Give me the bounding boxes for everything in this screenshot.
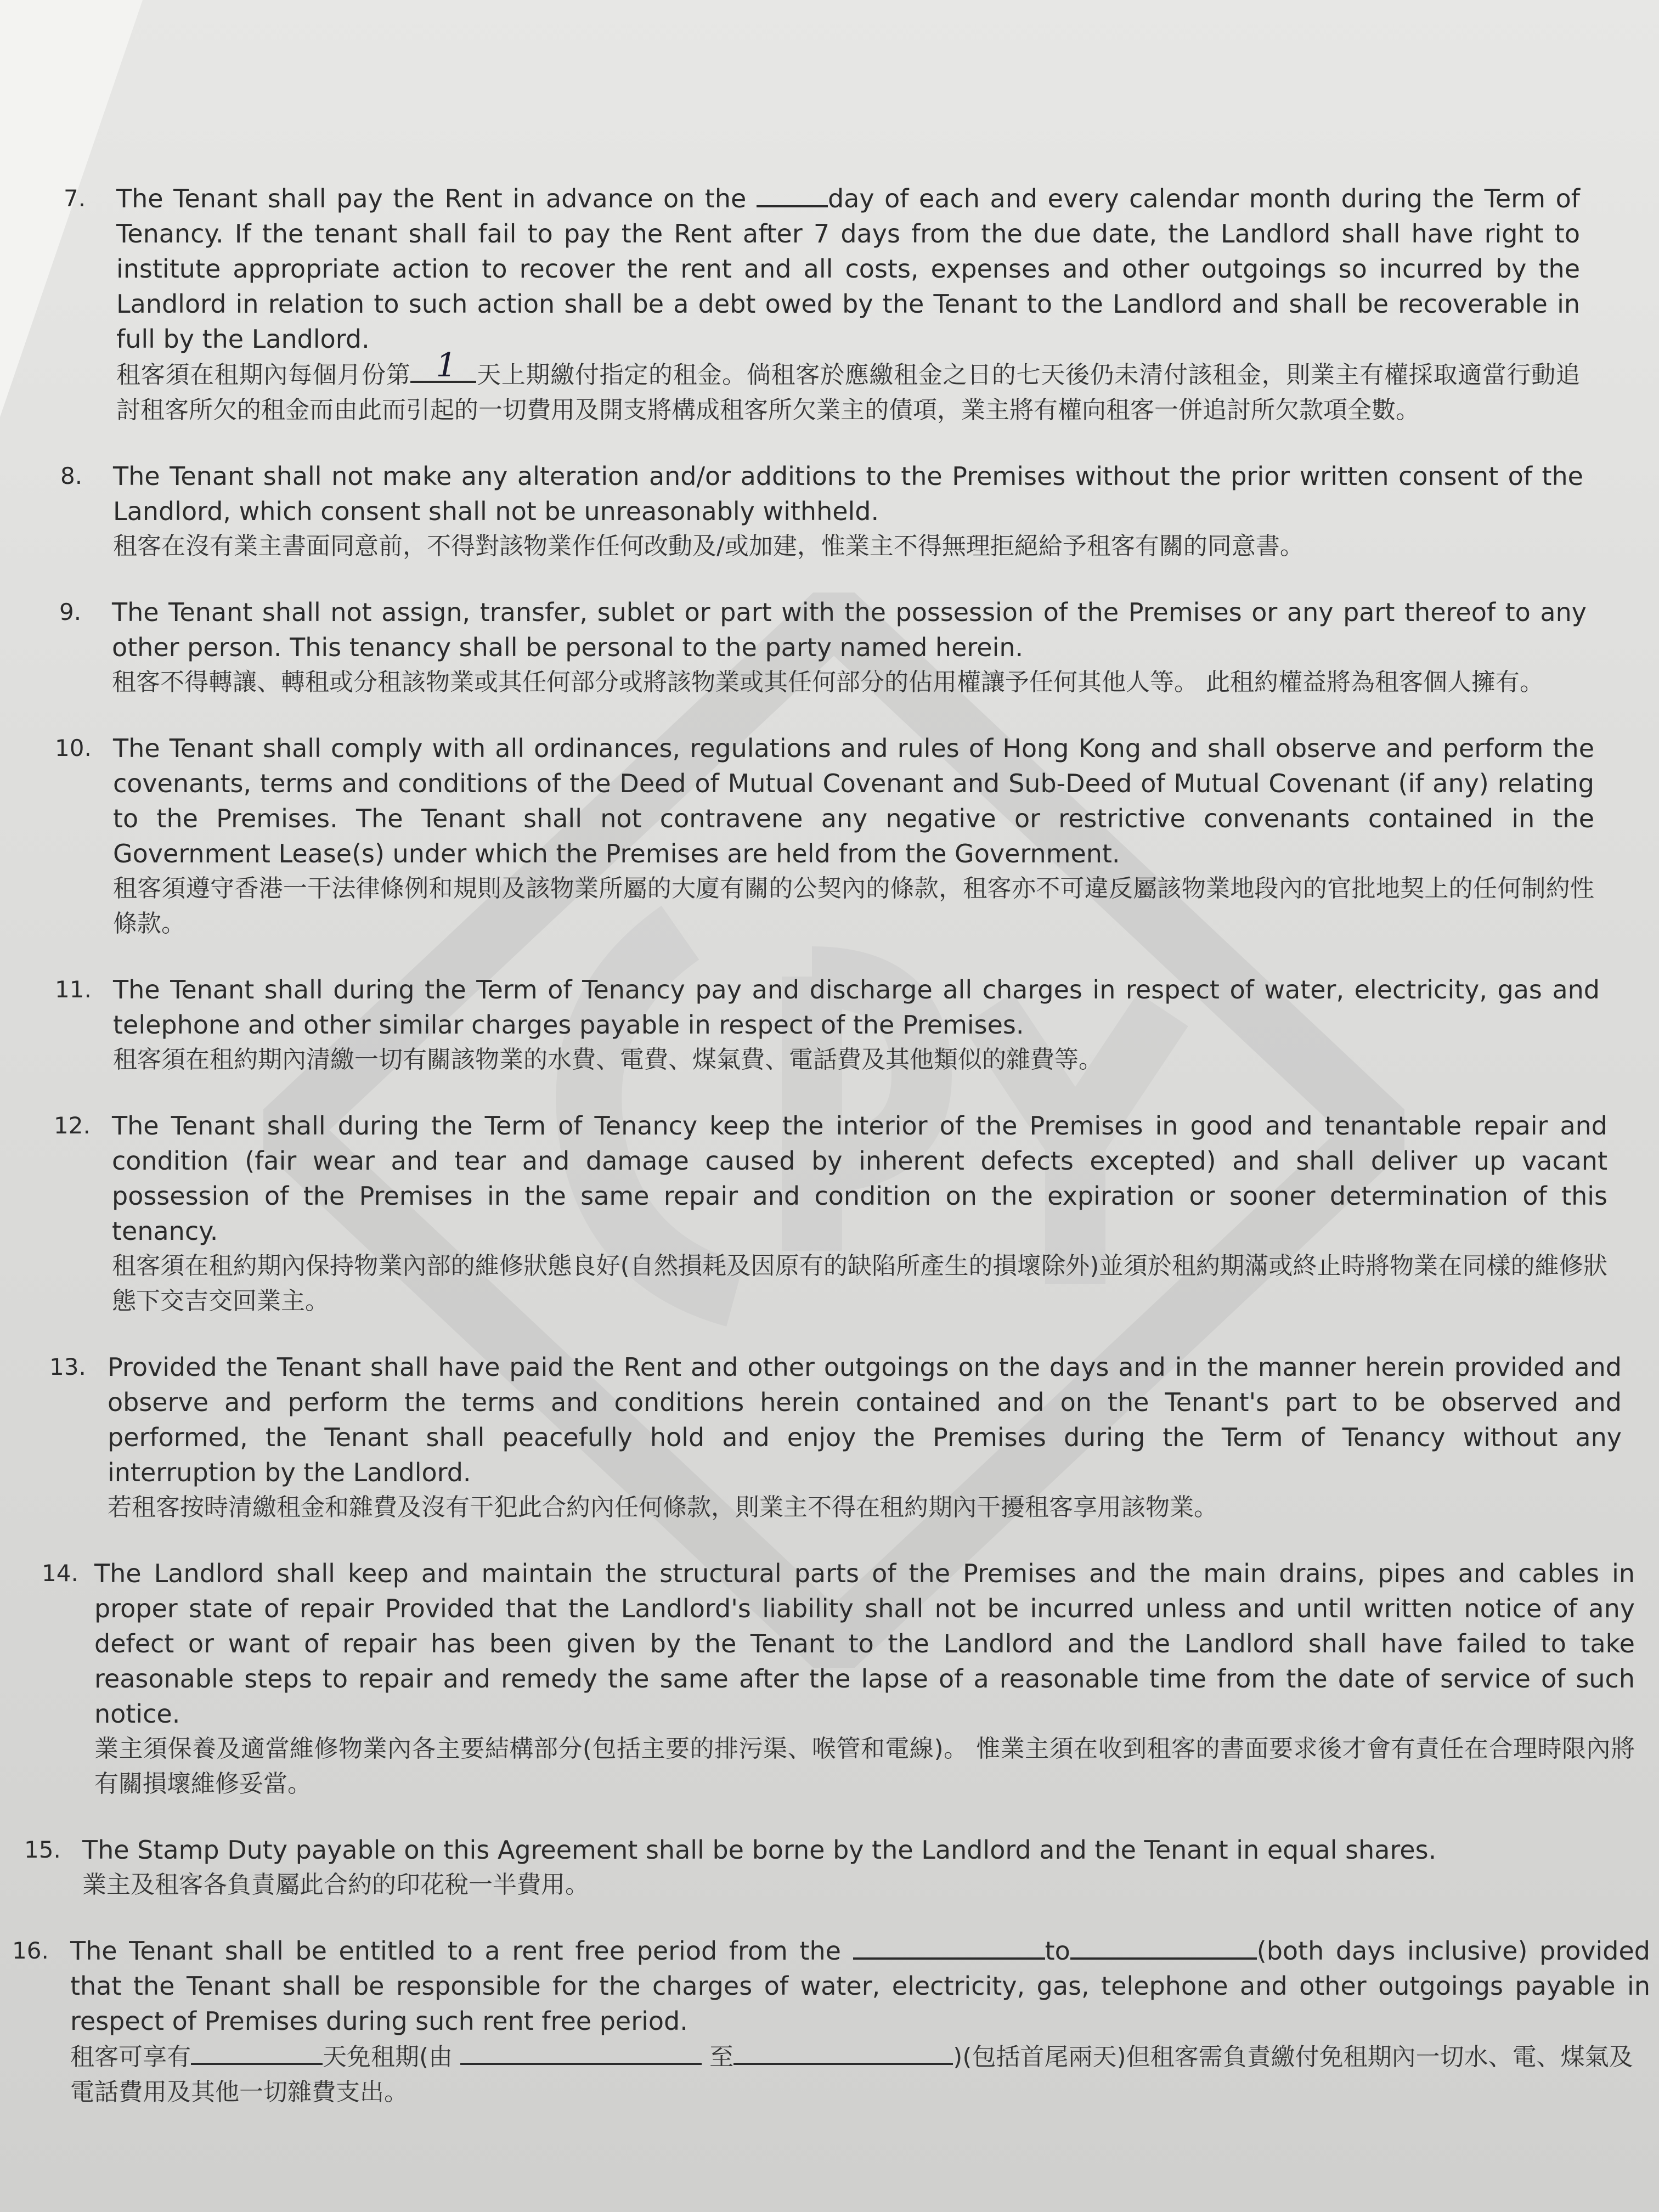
- clause-14: [42, 1556, 1635, 1802]
- clause-body: [94, 1556, 1635, 1802]
- clause-body: [108, 1350, 1622, 1525]
- clause-english: The Tenant shall not assign, transfer, sublet or part with the possession of the Premises or any part thereof to any other person. This tenancy shall be personal to the party named herein.: [112, 597, 1587, 662]
- clause-12: [54, 1108, 1607, 1319]
- clause-11: [55, 972, 1600, 1077]
- clause-english: The Tenant shall comply with all ordinances, regulations and rules of Hong Kong and shall observe and perform the covenants, terms and conditions of the Deed of Mutual Covenant and Sub-Deed of Mutual Covenant (if any) relating to the Premises. The Tenant shall not contravene any negative or restrictive convenants contained in the Government Lease(s) under which the Premises are held from the Government.: [113, 733, 1594, 868]
- clause-number: 10.: [55, 735, 92, 761]
- rent-day-blank-zh[interactable]: [410, 346, 476, 385]
- clause-body: [113, 731, 1594, 941]
- clause-english: The Stamp Duty payable on this Agreement shall be borne by the Landlord and the Tenant in equal shares.: [82, 1835, 1437, 1865]
- clause-english: The Tenant shall pay the Rent in advance on the day of each and every calendar month during the Term of Tenancy. If the tenant shall fail to pay the Rent after 7 days from the due date, the Landlord shall have right to institute appropriate action to recover the rent and all costs, expenses and other outgoings so incurred by the Landlord in relation to such action shall be a debt owed by the Tenant to the Landlord and shall be recoverable in full by the Landlord.: [116, 181, 1580, 357]
- rent-free-end-blank-zh[interactable]: [733, 2039, 953, 2065]
- clause-english: The Tenant shall during the Term of Tenancy pay and discharge all charges in respect of water, electricity, gas and telephone and other similar charges payable in respect of the Premises.: [113, 975, 1600, 1040]
- clause-body: [113, 459, 1583, 564]
- clause-number: 9.: [59, 599, 82, 625]
- clause-body: [112, 1108, 1607, 1319]
- rent-free-start-blank-zh[interactable]: [460, 2039, 702, 2065]
- clause-english: Provided the Tenant shall have paid the Rent and other outgoings on the days and in the manner herein provided and observe and perform the terms and conditions herein contained and on the Tenant's part to be observed and performed, the Tenant shall peacefully hold and enjoy the Premises during the Term of Tenancy without any interruption by the Landlord.: [108, 1352, 1622, 1487]
- clause-number: 12.: [54, 1112, 91, 1139]
- rent-free-to-blank[interactable]: [1070, 1933, 1257, 1960]
- rent-day-blank[interactable]: [757, 181, 828, 207]
- clause-number: 14.: [42, 1560, 78, 1587]
- clause-number: 11.: [55, 976, 92, 1003]
- rent-free-days-blank[interactable]: [191, 2039, 323, 2065]
- clause-chinese: 租客須遵守香港一干法律條例和規則及該物業所屬的大廈有關的公契內的條款，租客亦不可違反屬該物業地段內的官批地契上的任何制約性條款。: [113, 874, 1594, 938]
- clause-number: 16.: [12, 1937, 49, 1964]
- clause-13: [49, 1350, 1622, 1525]
- clause-body: [112, 595, 1587, 700]
- clause-chinese: 業主及租客各負責屬此合約的印花稅一半費用。: [82, 1871, 589, 1899]
- clause-9: [59, 595, 1587, 700]
- rent-free-from-blank[interactable]: [853, 1933, 1045, 1960]
- clause-8: [60, 459, 1583, 564]
- clause-number: 15.: [24, 1836, 61, 1863]
- clause-chinese: 租客須在租約期內保持物業內部的維修狀態良好(自然損耗及因原有的缺陷所產生的損壞除外)並須於租約期滿或終止時將物業在同樣的維修狀態下交吉交回業主。: [112, 1252, 1607, 1315]
- clause-chinese: 租客不得轉讓、轉租或分租該物業或其任何部分或將該物業或其任何部分的佔用權讓予任何其他人等。 此租約權益將為租客個人擁有。: [112, 668, 1544, 696]
- clause-body: [116, 181, 1580, 428]
- clause-english: The Landlord shall keep and maintain the structural parts of the Premises and the main drains, pipes and cables in proper state of repair Provided that the Landlord's liability shall not be incurred unless and until written notice of any defect or want of repair has been given by the Tenant to the Landlord and the Landlord shall have failed to take reasonable steps to repair and remedy the same after the lapse of a reasonable time from the date of service of such notice.: [94, 1559, 1635, 1729]
- clause-number: 7.: [64, 185, 86, 212]
- clause-body: [70, 1933, 1650, 2110]
- clause-english: The Tenant shall be entitled to a rent free period from the to (both days inclusive) provided that the Tenant shall be responsible for the charges of water, electricity, gas, telephone and other outgoings payable in respect of Premises during such rent free period.: [70, 1933, 1650, 2039]
- clause-chinese: 租客須在租期內每個月份第 1 天上期繳付指定的租金。倘租客於應繳租金之日的七天後仍未清付該租金，則業主有權採取適當行動追討租客所欠的租金而由此而引起的一切費用及開支將構成租客所欠業主的債項，業主將有權向租客一併追討所欠款項全數。: [116, 346, 1580, 424]
- clause-15: [24, 1832, 1635, 1903]
- clause-16: [12, 1933, 1650, 2110]
- clause-chinese: 租客可享有 天免租期(由 至 )(包括首尾兩天)但租客需負責繳付免租期內一切水、電、煤氣及電話費用及其他一切雜費支出。: [70, 2039, 1650, 2110]
- clause-chinese: 若租客按時清繳租金和雜費及沒有干犯此合約內任何條款，則業主不得在租約期內干擾租客享用該物業。: [108, 1493, 1218, 1521]
- clause-english: The Tenant shall during the Term of Tenancy keep the interior of the Premises in good and tenantable repair and condition (fair wear and tear and damage caused by inherent defects excepted) and shall deliver up vacant possession of the Premises in the same repair and condition on the expiration or sooner determination of this tenancy.: [112, 1111, 1607, 1246]
- handwritten-day: 1: [436, 346, 457, 385]
- clauses-container: [0, 181, 1659, 2178]
- clause-number: 8.: [60, 462, 83, 489]
- clause-chinese: 租客在沒有業主書面同意前，不得對該物業作任何改動及/或加建，惟業主不得無理拒絕給予租客有關的同意書。: [113, 532, 1304, 560]
- clause-7: [64, 181, 1580, 428]
- clause-number: 13.: [49, 1353, 86, 1380]
- clause-10: [55, 731, 1594, 941]
- clause-chinese: 業主須保養及適當維修物業內各主要結構部分(包括主要的排污渠、喉管和電線)。 惟業主須在收到租客的書面要求後才會有責任在合理時限內將有關損壞維修妥當。: [94, 1735, 1635, 1798]
- clause-body: [82, 1832, 1635, 1903]
- clause-body: [113, 972, 1600, 1077]
- clause-chinese: 租客須在租約期內清繳一切有關該物業的水費、電費、煤氣費、電話費及其他類似的雜費等。: [113, 1046, 1103, 1074]
- clause-english: The Tenant shall not make any alteration and/or additions to the Premises without the prior written consent of the Landlord, which consent shall not be unreasonably withheld.: [113, 461, 1583, 526]
